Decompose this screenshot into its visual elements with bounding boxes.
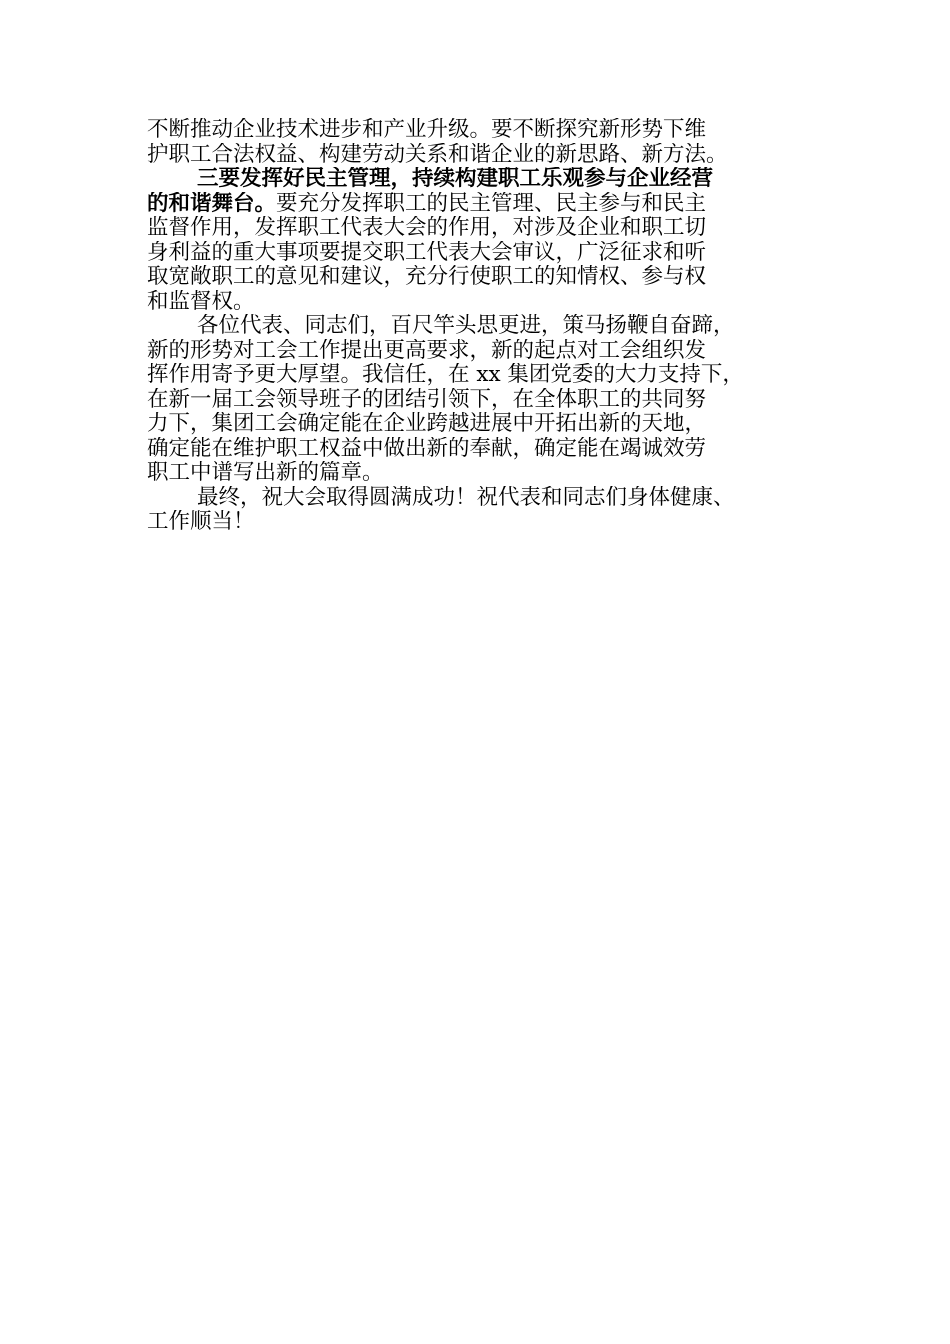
paragraph-line: 护职工合法权益、构建劳动关系和谐企业的新思路、新方法。 — [147, 142, 728, 167]
paragraph-line: 力下，集团工会确定能在企业跨越进展中开拓出新的天地， — [147, 412, 707, 436]
paragraph-line: 最终，祝大会取得圆满成功！祝代表和同志们身体健康、 — [197, 485, 735, 510]
paragraph-line: 不断推动企业技术进步和产业升级。要不断探究新形势下维 — [147, 118, 707, 142]
paragraph-line: 身利益的重大事项要提交职工代表大会审议，广泛征求和听 — [147, 240, 707, 265]
paragraph-line: 挥作用寄予更大厚望。我信任，在 xx 集团党委的大力支持下， — [147, 363, 744, 387]
paragraph-line: 监督作用，发挥职工代表大会的作用，对涉及企业和职工切 — [147, 216, 707, 240]
paragraph-text: 要充分发挥职工的民主管理、民主参与和民主 — [276, 191, 707, 216]
paragraph-line: 和监督权。 — [147, 289, 255, 314]
paragraph-line: 新的形势对工会工作提出更高要求，新的起点对工会组织发 — [147, 338, 707, 363]
body-text — [147, 118, 809, 535]
paragraph-line — [147, 192, 809, 217]
section-heading-line: 三要发挥好民主管理，持续构建职工乐观参与企业经营 — [197, 167, 714, 191]
section-heading-end: 的和谐舞台。 — [147, 191, 277, 216]
paragraph-line: 职工中谱写出新的篇章。 — [147, 461, 384, 485]
paragraph-line: 在新一届工会领导班子的团结引领下，在全体职工的共同努 — [147, 387, 707, 412]
paragraph-line: 工作顺当！ — [147, 510, 255, 534]
paragraph-line: 确定能在维护职工权益中做出新的奉献，确定能在竭诚效劳 — [147, 436, 707, 461]
paragraph-line: 取宽敞职工的意见和建议，充分行使职工的知情权、参与权 — [147, 265, 707, 289]
paragraph-line: 各位代表、同志们，百尺竿头思更进，策马扬鞭自奋蹄， — [197, 314, 735, 338]
